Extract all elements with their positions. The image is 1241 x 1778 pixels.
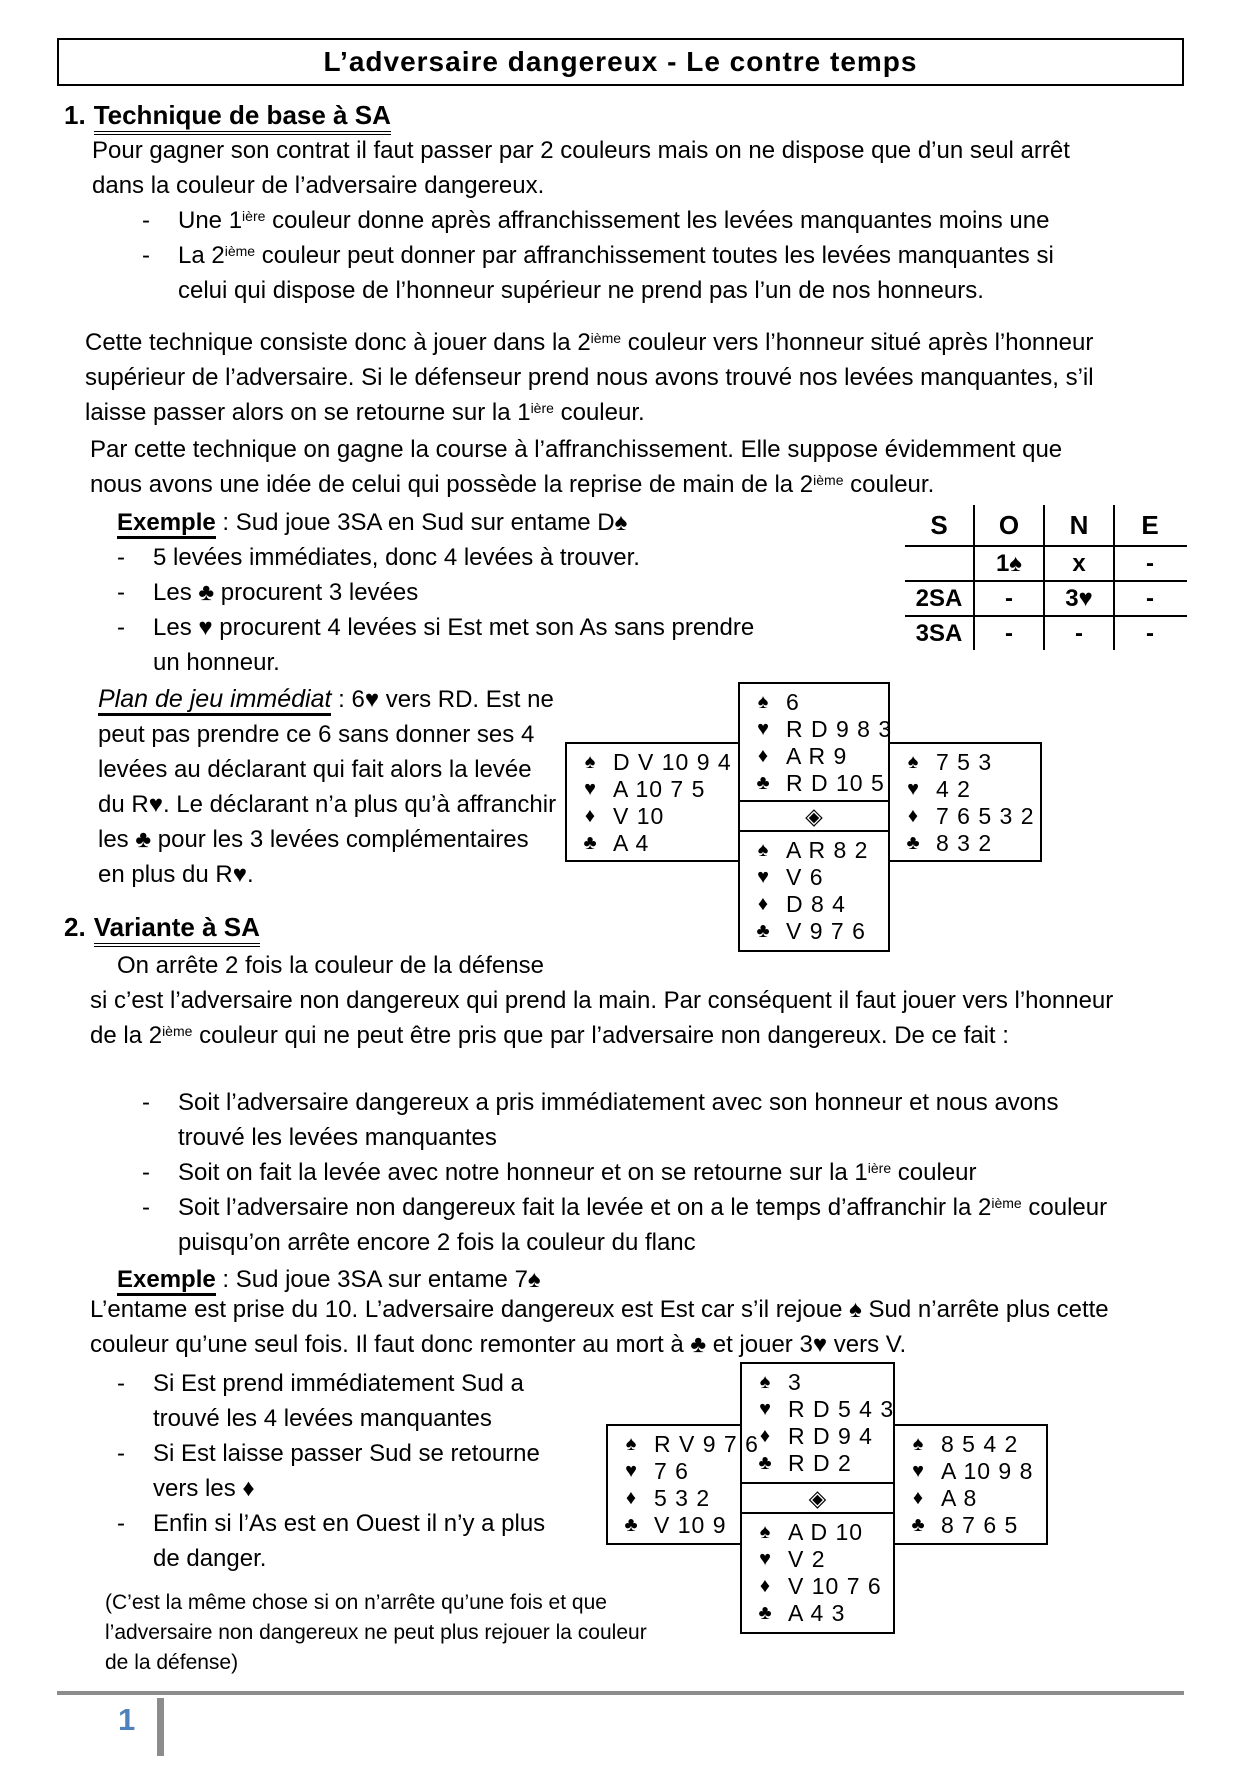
card-values: V 10 9 — [654, 1512, 727, 1538]
bullet-text: Soit l’adversaire non dangereux fait la levée et on a le temps d’affranchir la 2ième couleur puisqu’on arrête encore 2 fois la couleur du flanc — [178, 1194, 1108, 1256]
card-values: 8 7 6 5 — [941, 1512, 1019, 1538]
section1-title: Technique de base à SA — [94, 100, 391, 135]
diamond-icon: ♦ — [757, 893, 769, 915]
club-icon: ♣ — [756, 772, 770, 794]
page-number: 1 — [118, 1702, 136, 1737]
hand-row — [740, 743, 888, 770]
hand-row — [895, 1512, 1046, 1539]
section2-bullets — [142, 1085, 1112, 1260]
footer-divider — [57, 1691, 1184, 1695]
card-values: D 8 4 — [786, 891, 846, 917]
bullet-dash: - — [117, 1440, 125, 1467]
spade-icon: ♠ — [759, 1521, 771, 1543]
card-values: D V 10 9 4 — [613, 749, 732, 775]
bidding-row — [905, 547, 1187, 582]
section2-title: Variante à SA — [94, 912, 260, 947]
card-values: 7 6 5 3 2 — [936, 803, 1035, 829]
hand-row — [890, 803, 1040, 830]
club-icon: ♣ — [911, 1514, 925, 1536]
card-values: R D 10 5 — [786, 770, 885, 796]
hand-row — [742, 1423, 893, 1450]
card-values: V 10 — [613, 803, 665, 829]
diamond-icon: ♦ — [757, 745, 769, 767]
bidding-header-est: E — [1141, 509, 1159, 540]
bullet-text: Les ♣ procurent 3 levées — [153, 579, 419, 606]
bid-cell: 3♥ — [1045, 582, 1115, 615]
hand-row — [740, 770, 888, 797]
hand-row — [742, 1573, 893, 1600]
deal1-south-hand — [738, 830, 890, 952]
bidding-row — [905, 582, 1187, 617]
diamond-icon: ♦ — [912, 1487, 924, 1509]
hand-row — [567, 830, 738, 857]
example-text: : Sud joue 3SA sur entame 7♠ — [215, 1266, 541, 1293]
bid-cell: - — [1146, 584, 1154, 612]
hand-row — [742, 1396, 893, 1423]
hand-row — [567, 776, 738, 803]
section1-para3: Par cette technique on gagne la course à l’affranchissement. Elle suppose évidemment que nous avons une idée de celui qui possède la reprise de main de la 2ième couleur. — [90, 436, 1063, 498]
card-values: V 10 7 6 — [788, 1573, 882, 1599]
club-icon: ♣ — [758, 1602, 772, 1624]
hand-row — [740, 689, 888, 716]
section2-intro-rest: si c’est l’adversaire non dangereux qui prend la main. Par conséquent il faut jouer vers l’honneur de la 2ième couleur qui ne peut être pris que par l’adversaire non dangereux. De ce fait : — [90, 987, 1114, 1049]
card-values: V 6 — [786, 864, 824, 890]
section2-intro-line1: On arrête 2 fois la couleur de la défense — [117, 952, 544, 979]
card-values: 8 5 4 2 — [941, 1431, 1019, 1457]
bidding-header-sud: S — [905, 505, 975, 545]
diamond-icon: ♦ — [759, 1425, 771, 1447]
card-values: 5 3 2 — [654, 1485, 711, 1511]
bullet-dash: - — [117, 544, 125, 571]
bid-cell: - — [1146, 549, 1154, 577]
section1-plan-para — [98, 682, 558, 892]
section2-bullet — [142, 1085, 1112, 1155]
bullet-dash: - — [117, 614, 125, 641]
diamond-icon: ♦ — [584, 805, 596, 827]
section2-number: 2. — [64, 912, 86, 942]
bid-cell: x — [1045, 547, 1115, 580]
deal2-west-hand — [606, 1424, 759, 1545]
bullet-dash: - — [142, 1159, 150, 1186]
hand-row — [890, 749, 1040, 776]
section1-bullet-1 — [142, 203, 1102, 238]
hand-row — [740, 891, 888, 918]
deal1-north-hand — [738, 682, 893, 802]
bullet-text: Soit l’adversaire dangereux a pris immédiatement avec son honneur et nous avons trouvé les levées manquantes — [178, 1089, 1059, 1151]
bidding-row — [905, 617, 1187, 650]
heart-icon: ♥ — [912, 1460, 924, 1482]
card-values: R D 9 8 3 — [786, 716, 893, 742]
bullet-text: La 2ième couleur peut donner par affranchissement toutes les levées manquantes si celui qui dispose de l’honneur supérieur ne prend pas l’un de nos honneurs. — [178, 242, 1054, 304]
section1-para2: Cette technique consiste donc à jouer dans la 2ième couleur vers l’honneur situé après l’honneur supérieur de l’adversaire. Si le défenseur prend nous avons trouvé nos levées manquantes, s’il laisse passer alors on se retourne sur la $1^{ière}$ couleur. — [85, 329, 1094, 426]
card-values: 7 6 — [654, 1458, 689, 1484]
hand-row — [895, 1485, 1046, 1512]
bid-cell: 3SA — [905, 617, 975, 650]
card-values: A 10 9 8 — [941, 1458, 1034, 1484]
hand-row — [890, 830, 1040, 857]
card-values: 8 3 2 — [936, 830, 993, 856]
card-values: 3 — [788, 1369, 802, 1395]
hand-row — [740, 716, 893, 743]
hand-row — [608, 1485, 740, 1512]
bullet-text: Une $1^{ière}$ couleur donne après affranchissement les levées manquantes moins une — [178, 207, 1050, 234]
card-values: 6 — [786, 689, 800, 715]
deal2-east-hand — [893, 1424, 1048, 1545]
bullet-text: Les ♥ procurent 4 levées si Est met son As sans prendre un honneur. — [153, 614, 755, 676]
section2-bullet — [142, 1190, 1112, 1260]
bidding-table — [905, 505, 1187, 650]
hand-row — [608, 1512, 740, 1539]
bullet-dash: - — [142, 1089, 150, 1116]
bid-cell: 2SA — [905, 582, 975, 615]
bid-cell: - — [1045, 617, 1115, 650]
heart-icon: ♥ — [584, 778, 596, 800]
example-bullet — [117, 610, 772, 680]
example-text: : Sud joue 3SA en Sud sur entame D♠ — [215, 509, 628, 536]
spade-icon: ♠ — [912, 1433, 924, 1455]
deal2-south-hand — [740, 1512, 895, 1634]
deal2-north-hand — [740, 1362, 895, 1484]
spade-icon: ♠ — [757, 839, 769, 861]
compass-icon: ◈ — [808, 1484, 827, 1511]
bidding-header-row — [905, 505, 1187, 547]
club-icon: ♣ — [583, 832, 597, 854]
example-bullet — [117, 540, 772, 575]
club-icon: ♣ — [758, 1452, 772, 1474]
card-values: A 4 — [613, 830, 650, 856]
plan-label: Plan de jeu immédiat — [98, 685, 331, 716]
card-values: R D 9 4 — [788, 1423, 873, 1449]
example-bullet — [117, 575, 772, 610]
bullet-dash: - — [117, 1510, 125, 1537]
section1-heading — [64, 100, 391, 131]
bid-cell: 1♠ — [975, 547, 1045, 580]
heart-icon: ♥ — [757, 718, 769, 740]
spade-icon: ♠ — [759, 1371, 771, 1393]
heart-icon: ♥ — [757, 866, 769, 888]
section2-example-bullets — [117, 1366, 567, 1576]
hand-row — [895, 1431, 1046, 1458]
hand-row — [608, 1458, 740, 1485]
spade-icon: ♠ — [907, 751, 919, 773]
hand-row — [740, 864, 888, 891]
spade-icon: ♠ — [625, 1433, 637, 1455]
card-values: 7 5 3 — [936, 749, 993, 775]
section1-example-line — [117, 505, 627, 540]
hand-row — [567, 803, 738, 830]
heart-icon: ♥ — [759, 1398, 771, 1420]
heart-icon: ♥ — [907, 778, 919, 800]
hand-row — [742, 1546, 893, 1573]
bullet-text: 5 levées immédiates, donc 4 levées à trouver. — [153, 544, 640, 571]
diamond-icon: ♦ — [759, 1575, 771, 1597]
section1-bullet-2 — [142, 238, 1102, 308]
example-bullet — [117, 1506, 567, 1576]
example-bullet — [117, 1436, 567, 1506]
club-icon: ♣ — [906, 832, 920, 854]
hand-row — [742, 1600, 893, 1627]
example-bullet — [117, 1366, 567, 1436]
heart-icon: ♥ — [759, 1548, 771, 1570]
card-values: V 2 — [788, 1546, 826, 1572]
hand-row — [567, 749, 738, 776]
card-values: 4 2 — [936, 776, 971, 802]
deal1-center-cell — [738, 800, 890, 832]
bid-cell: - — [975, 582, 1045, 615]
hand-row — [740, 918, 888, 945]
bullet-dash: - — [142, 1194, 150, 1221]
spade-icon: ♠ — [584, 751, 596, 773]
bullet-dash: - — [142, 207, 150, 234]
diamond-icon: ♦ — [907, 805, 919, 827]
hand-row — [608, 1431, 759, 1458]
card-values: A D 10 — [788, 1519, 864, 1545]
spade-icon: ♠ — [757, 691, 769, 713]
section2-heading — [64, 912, 260, 943]
bid-cell: - — [1146, 619, 1154, 647]
bullet-text: Si Est prend immédiatement Sud a trouvé les 4 levées manquantes — [153, 1370, 524, 1432]
bid-cell — [905, 547, 975, 580]
example-label: Exemple — [117, 509, 216, 539]
bidding-header-nord: N — [1045, 505, 1115, 545]
hand-row — [890, 776, 1040, 803]
bidding-header-ouest: O — [975, 505, 1045, 545]
section1-para1: Pour gagner son contrat il faut passer par 2 couleurs mais on ne dispose que d’un seul arrêt dans la couleur de l’adversaire dangereux. — [92, 137, 1070, 199]
hand-row — [742, 1369, 893, 1396]
card-values: R V 9 7 6 — [654, 1431, 759, 1457]
hand-row — [742, 1519, 893, 1546]
bullet-dash: - — [117, 579, 125, 606]
bullet-dash: - — [142, 242, 150, 269]
plan-text: : 6♥ vers RD. Est ne peut pas prendre ce 6 sans donner ses 4 levées au déclarant qui fait alors la levée du R♥. Le déclarant n’a plus qu’à affranchir les ♣ pour les 3 levées complémentaires en plus du R♥. — [98, 686, 557, 888]
card-values: A R 9 — [786, 743, 848, 769]
section1-example-bullets — [117, 540, 772, 680]
bullet-text: Si Est laisse passer Sud se retourne vers les ♦ — [153, 1440, 540, 1502]
hand-row — [740, 837, 888, 864]
club-icon: ♣ — [624, 1514, 638, 1536]
deal1-east-hand — [888, 742, 1042, 862]
section1-number: 1. — [64, 100, 86, 130]
card-values: R D 2 — [788, 1450, 852, 1476]
section2-note: (C’est la même chose si on n’arrête qu’une fois et que l’adversaire non dangereux ne peut plus rejouer la couleur de la défense) — [105, 1591, 647, 1674]
card-values: A 8 — [941, 1485, 978, 1511]
footer-bar — [157, 1698, 164, 1756]
deal2-center-cell — [740, 1482, 895, 1514]
page-title: L’adversaire dangereux - Le contre temps — [323, 46, 918, 77]
section2-example-para: L’entame est prise du 10. L’adversaire dangereux est Est car s’il rejoue ♠ Sud n’arrête plus cette couleur qu’une seul fois. Il faut donc remonter au mort à ♣ et jouer 3♥ vers V. — [90, 1296, 1109, 1358]
card-values: A 10 7 5 — [613, 776, 706, 802]
example-label: Exemple — [117, 1266, 216, 1296]
hand-row — [895, 1458, 1046, 1485]
deal1-west-hand — [565, 742, 740, 862]
title-box — [57, 38, 1184, 86]
heart-icon: ♥ — [625, 1460, 637, 1482]
card-values: V 9 7 6 — [786, 918, 866, 944]
bid-cell: - — [975, 617, 1045, 650]
compass-icon: ◈ — [805, 802, 823, 829]
diamond-icon: ♦ — [625, 1487, 637, 1509]
hand-row — [742, 1450, 893, 1477]
card-values: A R 8 2 — [786, 837, 869, 863]
bullet-dash: - — [117, 1370, 125, 1397]
bullet-text: Soit on fait la levée avec notre honneur et on se retourne sur la $1^{ière}$ couleur — [178, 1159, 977, 1186]
section2-bullet — [142, 1155, 1112, 1190]
bullet-text: Enfin si l’As est en Ouest il n’y a plus de danger. — [153, 1510, 546, 1572]
card-values: R D 5 4 3 — [788, 1396, 895, 1422]
card-values: A 4 3 — [788, 1600, 846, 1626]
club-icon: ♣ — [756, 920, 770, 942]
